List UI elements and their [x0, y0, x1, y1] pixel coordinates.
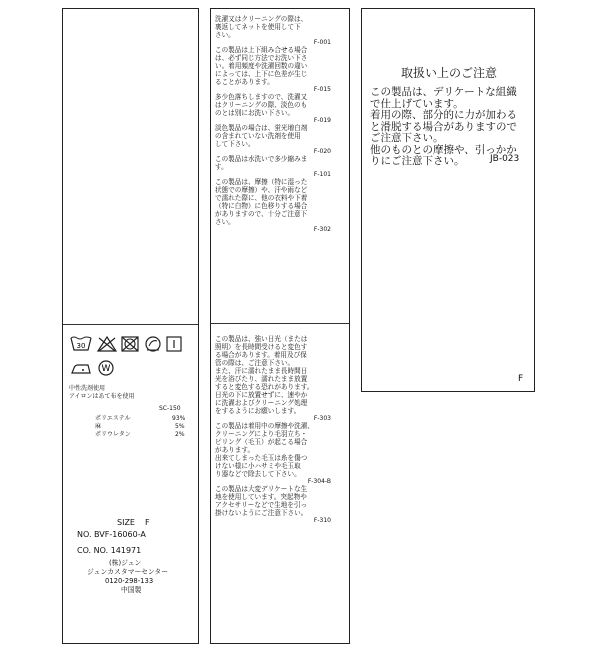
- care-note-detergent: 中性洗剤使用: [69, 385, 106, 392]
- iron-icon: [69, 360, 93, 376]
- line-dry-icon: [165, 335, 183, 353]
- care-text-block-bottom: [215, 335, 331, 524]
- caution-size: F: [518, 374, 524, 384]
- caution-title: 取扱い上のご注意: [400, 66, 497, 80]
- care-paragraph: 洗濯又はクリーニングの際は、 裏返してネットを使用して下 さい。 F-001: [215, 15, 331, 46]
- care-note-iron: アイロンはあて布を使用: [69, 393, 135, 400]
- care-code: F-101: [313, 171, 331, 178]
- product-number: NO. BVF-16060-A: [77, 530, 146, 539]
- fold-line: [211, 323, 349, 324]
- care-code: F-001: [313, 39, 331, 46]
- wet-clean-icon: [96, 359, 116, 377]
- caution-code: JB-023: [490, 154, 520, 164]
- care-code: F-304-B: [307, 478, 331, 485]
- material-pct-1: 93%: [172, 415, 186, 422]
- material-name-3: ポリウレタン: [95, 431, 131, 438]
- material-pct-2: 5%: [175, 423, 185, 430]
- care-paragraph: この製品は上下組み合せる場合 は、必ず同じ方法でお洗い下さ い。着用頻度や洗濯回数の違い によっては、上下に色差が生じ ることがあります。 F-015: [215, 46, 331, 93]
- material-name-2: 麻: [95, 423, 102, 430]
- company-name: (株)ジュン: [109, 559, 142, 567]
- care-code: F-302: [313, 226, 331, 233]
- fold-line: [63, 324, 198, 325]
- care-paragraph: この製品は水洗いで多少縮みま す。 F-101: [215, 155, 331, 178]
- no-tumble-dry-icon: [120, 335, 140, 353]
- caution-body: この製品は、デリケートな組織 で仕上げています。 着用の際、部分的に力が加わる と滑脱する場合がありますので ご注意下さい。 他のものとの摩擦や、引っかか りにご注意下さい。: [370, 86, 517, 167]
- care-code: F-019: [313, 117, 331, 124]
- care-code: F-020: [313, 148, 331, 155]
- care-paragraph: この製品は、強い日光（または 照明）を長時間受けると変色す る場合があります。着用及び保 管の際は、ご注意下さい。 また、汗に濡れたまま長時間日 光を浴びたり、濡れたまま放置 すると変色する恐れがあります。 日光の下に放置せずに、速やか に洗濯およびクリーニング処理 をするようにお願いします。 F-303: [215, 335, 331, 422]
- care-code: F-303: [313, 415, 331, 422]
- material-pct-3: 2%: [175, 431, 185, 438]
- care-code: F-310: [313, 517, 331, 524]
- care-paragraph: この製品は着用中の摩擦や洗濯、 クリーニングにより毛羽立ち・ ピリング（毛玉）が起こる場合 があります。 出来てしまった毛玉は糸を傷つ けない様に小ハサミや毛玉取 り器などで除去して下さい。 F-304-B: [215, 422, 331, 485]
- dry-clean-icon: [143, 335, 163, 353]
- size-value: F: [145, 518, 150, 527]
- sc-code: SC-150: [159, 405, 181, 412]
- size-label: SIZE: [117, 518, 135, 527]
- co-number: CO. NO. 141971: [77, 546, 142, 555]
- care-paragraph: 淡色製品の場合は、蛍光増白剤 の含まれていない洗剤を使用 して下さい。 F-020: [215, 124, 331, 155]
- phone-number: 0120-298-133: [105, 577, 154, 585]
- customer-center: ジュンカスタマーセンター: [87, 568, 169, 576]
- right-caution-label: [361, 8, 535, 392]
- left-care-label: [62, 8, 199, 644]
- wash-temp: 30: [76, 342, 86, 350]
- care-paragraph: 多少色落ちしますので、洗濯又 はクリーニングの際、淡色のも のとは別にお洗い下さい。 F-019: [215, 93, 331, 124]
- wash-tub-icon: [69, 335, 93, 353]
- wet-clean-letter: W: [101, 364, 111, 374]
- care-text-block-top: [215, 15, 331, 233]
- no-bleach-icon: [96, 335, 118, 353]
- country-of-origin: 中国製: [121, 586, 142, 594]
- care-paragraph: この製品は、摩擦（特に湿った 状態での摩擦）や、汗や雨など で濡れた際に、他の衣料や下着 （特に白物）に色移りする場合 がありますので、十分ご注意下 さい。 F-302: [215, 178, 331, 233]
- middle-care-label: [210, 8, 350, 644]
- care-code: F-015: [313, 86, 331, 93]
- care-paragraph: この製品は大変デリケートな生 地を使用しています。突起物や アクセサリーなどで生地を引っ 掛けないようにご注意下さい。 F-310: [215, 485, 331, 524]
- material-name-1: ポリエステル: [95, 415, 131, 422]
